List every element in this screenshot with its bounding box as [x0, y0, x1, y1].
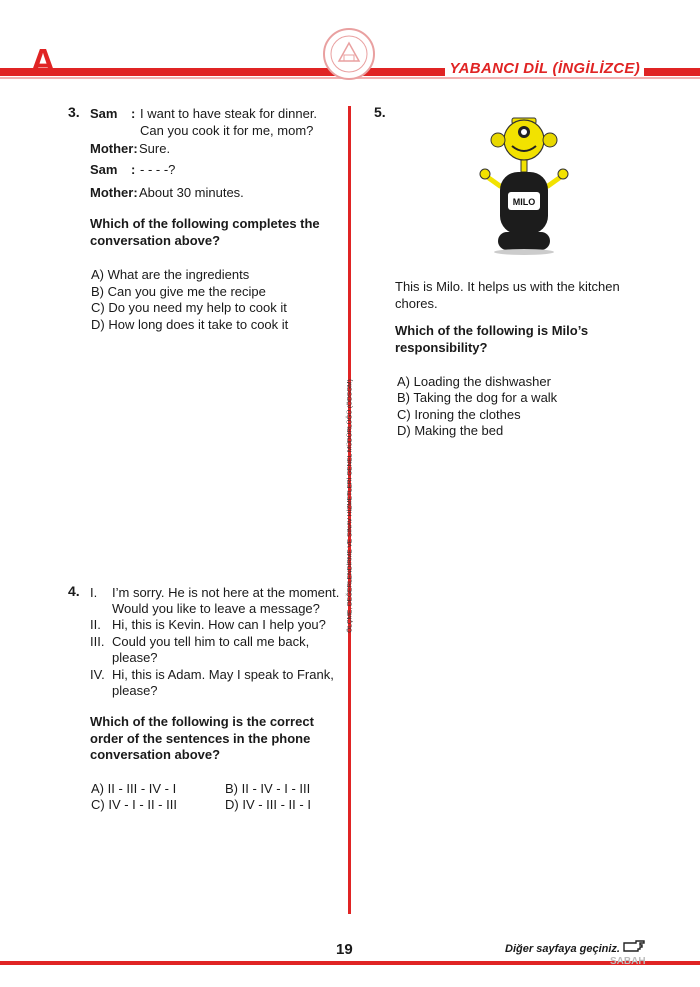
q4-item-4-num: IV. — [90, 667, 105, 682]
q4-option-d[interactable]: D) IV - III - II - I — [225, 797, 311, 812]
footer-rule — [0, 961, 700, 965]
q4-item-1-line-a: I’m sorry. He is not here at the moment. — [112, 585, 340, 600]
q3-question-2: conversation above? — [90, 233, 221, 248]
q5-text-1: This is Milo. It helps us with the kitchen — [395, 279, 620, 294]
q3-question-1: Which of the following completes the — [90, 216, 320, 231]
q3-option-b[interactable]: B) Can you give me the recipe — [91, 284, 266, 299]
robot-label: MILO — [512, 197, 536, 207]
q5-option-d[interactable]: D) Making the bed — [397, 423, 504, 438]
page-number: 19 — [336, 941, 353, 958]
q4-item-4-line-b: please? — [112, 683, 158, 698]
q3-line-4: About 30 minutes. — [139, 185, 244, 200]
q4-item-3-num: III. — [90, 634, 105, 649]
q3-option-a[interactable]: A) What are the ingredients — [91, 267, 250, 282]
q4-number: 4. — [68, 583, 80, 599]
pointing-hand-icon — [622, 939, 646, 953]
q3-speaker-4: Mother: — [90, 185, 138, 200]
q4-question-2: order of the sentences in the phone — [90, 731, 311, 746]
q5-option-c[interactable]: C) Ironing the clothes — [397, 407, 521, 422]
q4-option-a[interactable]: A) II - III - IV - I — [91, 781, 177, 796]
q4-option-c[interactable]: C) IV - I - II - III — [91, 797, 177, 812]
subject-title: YABANCI DİL (İNGİLİZCE) — [445, 60, 644, 77]
q3-line-1b: Can you cook it for me, mom? — [140, 123, 314, 138]
q4-question-3: conversation above? — [90, 747, 221, 762]
q3-option-c[interactable]: C) Do you need my help to cook it — [91, 300, 287, 315]
q3-line-2: Sure. — [139, 141, 171, 156]
q5-question-2: responsibility? — [395, 340, 488, 355]
q3-line-3: - - - -? — [140, 162, 176, 177]
robot-milo-image — [478, 110, 570, 258]
q4-item-3-line-b: please? — [112, 650, 158, 665]
next-page-note: Diğer sayfaya geçiniz. — [505, 943, 620, 955]
q5-option-b[interactable]: B) Taking the dog for a walk — [397, 390, 558, 405]
q4-option-b[interactable]: B) II - IV - I - III — [225, 781, 311, 796]
q4-item-1-num: I. — [90, 585, 98, 600]
q3-speaker-1: Sam — [90, 106, 118, 121]
q4-item-2-num: II. — [90, 617, 101, 632]
q5-text-2: chores. — [395, 296, 438, 311]
q3-line-1a: I want to have steak for dinner. — [140, 106, 318, 121]
q4-item-3-line-a: Could you tell him to call me back, — [112, 634, 310, 649]
q3-number: 3. — [68, 104, 80, 120]
q5-option-a[interactable]: A) Loading the dishwasher — [397, 374, 551, 389]
q5-number: 5. — [374, 104, 386, 120]
q3-speaker-2: Mother: — [90, 141, 138, 156]
ministry-seal-icon — [322, 27, 376, 81]
q4-item-4-line-a: Hi, this is Adam. May I speak to Frank, — [112, 667, 334, 682]
watermark: SABAH — [610, 956, 646, 967]
q4-item-1-line-b: Would you like to leave a message? — [112, 601, 320, 616]
q5-question-1: Which of the following is Milo’s — [395, 323, 589, 338]
booklet-letter: A — [30, 41, 56, 82]
q4-question-1: Which of the following is the correct — [90, 714, 314, 729]
vertical-institution-text: ÖLÇME, DEĞERLENDİRME VE SINAV HİZMETLERİ GENEL MÜDÜRLÜĞÜ (ÖDSGM) — [346, 379, 354, 633]
q3-sep-3: : — [131, 162, 136, 177]
q3-speaker-3: Sam — [90, 162, 118, 177]
q4-item-2-line: Hi, this is Kevin. How can I help you? — [112, 617, 326, 632]
q3-sep-1: : — [131, 106, 136, 121]
q3-option-d[interactable]: D) How long does it take to cook it — [91, 317, 289, 332]
